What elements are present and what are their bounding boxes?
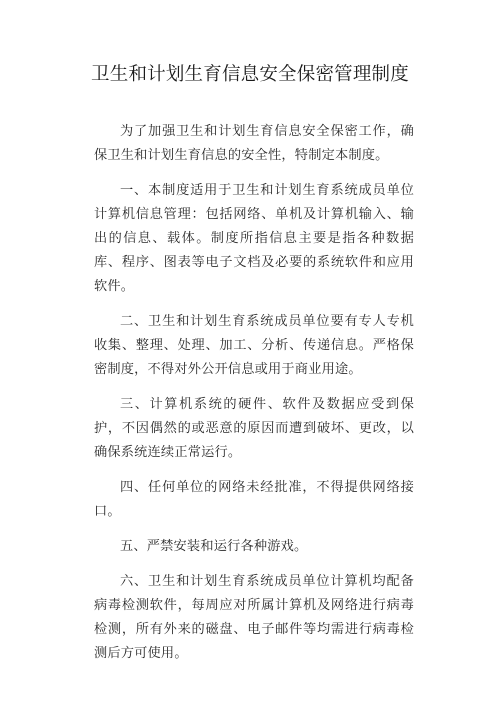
document-body bbox=[94, 120, 414, 666]
clause-4-paragraph: 四、任何单位的网络未经批准，不得提供网络接口。 bbox=[94, 480, 414, 519]
clause-2-paragraph: 二、卫生和计划生育系统成员单位要有专人专机收集、整理、处理、加工、分析、传递信息。严格保密制度，不得对外公开信息或用于商业用途。 bbox=[94, 314, 414, 377]
document-title: 卫生和计划生育信息安全保密管理制度 bbox=[91, 64, 409, 85]
clause-1-paragraph: 一、本制度适用于卫生和计划生育系统成员单位计算机信息管理：包括网络、单机及计算机输入、输出的信息、载体。制度所指信息主要是指各种数据库、程序、图表等电子文档及必要的系统软件和应用软件。 bbox=[94, 183, 414, 294]
clause-3-paragraph: 三、计算机系统的硬件、软件及数据应受到保护，不因偶然的或恶意的原因而遭到破坏、更改，以确保系统连续正常运行。 bbox=[94, 397, 414, 460]
intro-paragraph: 为了加强卫生和计划生育信息安全保密工作，确保卫生和计划生育信息的安全性，特制定本制度。 bbox=[94, 124, 414, 163]
clause-5-paragraph: 五、严禁安装和运行各种游戏。 bbox=[120, 539, 308, 554]
clause-6-paragraph: 六、卫生和计划生育系统成员单位计算机均配备病毒检测软件，每周应对所属计算机及网络进行病毒检测，所有外来的磁盘、电子邮件等均需进行病毒检测后方可使用。 bbox=[94, 574, 414, 661]
